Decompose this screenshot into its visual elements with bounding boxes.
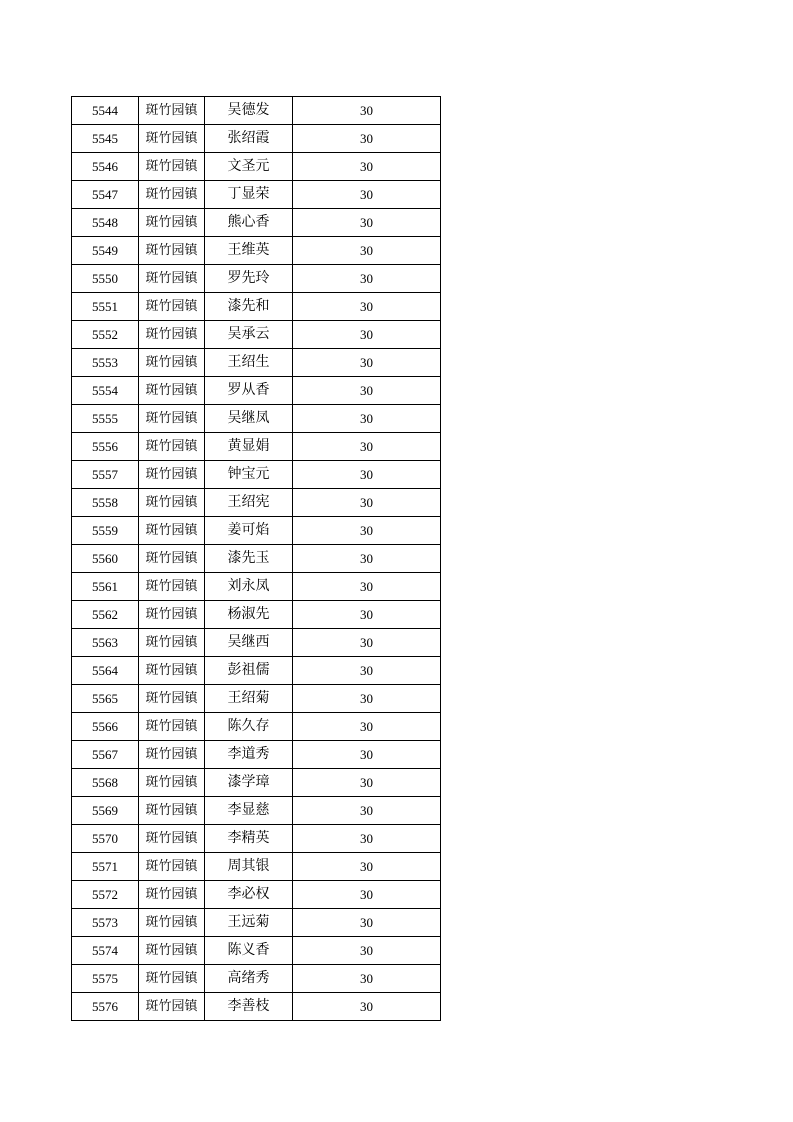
town-cell: 斑竹园镇 (139, 517, 205, 545)
table-row (72, 293, 441, 321)
table-row (72, 125, 441, 153)
table-body (72, 97, 441, 1021)
id-cell: 5563 (72, 629, 139, 657)
id-cell: 5556 (72, 433, 139, 461)
amount-cell: 30 (293, 405, 441, 433)
town-cell: 斑竹园镇 (139, 797, 205, 825)
id-cell: 5573 (72, 909, 139, 937)
name-cell: 罗先玲 (205, 265, 293, 293)
amount-cell: 30 (293, 321, 441, 349)
name-cell: 杨淑先 (205, 601, 293, 629)
id-cell: 5558 (72, 489, 139, 517)
town-cell: 斑竹园镇 (139, 881, 205, 909)
data-table (71, 96, 441, 1021)
table-row (72, 153, 441, 181)
name-cell: 漆先和 (205, 293, 293, 321)
id-cell: 5548 (72, 209, 139, 237)
table-row (72, 881, 441, 909)
amount-cell: 30 (293, 993, 441, 1021)
amount-cell: 30 (293, 125, 441, 153)
amount-cell: 30 (293, 489, 441, 517)
table-row (72, 769, 441, 797)
amount-cell: 30 (293, 293, 441, 321)
table-row (72, 853, 441, 881)
amount-cell: 30 (293, 209, 441, 237)
name-cell: 王远菊 (205, 909, 293, 937)
town-cell: 斑竹园镇 (139, 265, 205, 293)
name-cell: 王绍宪 (205, 489, 293, 517)
table-row (72, 181, 441, 209)
town-cell: 斑竹园镇 (139, 237, 205, 265)
table-row (72, 321, 441, 349)
id-cell: 5551 (72, 293, 139, 321)
name-cell: 丁显荣 (205, 181, 293, 209)
id-cell: 5574 (72, 937, 139, 965)
table-row (72, 965, 441, 993)
amount-cell: 30 (293, 881, 441, 909)
town-cell: 斑竹园镇 (139, 377, 205, 405)
id-cell: 5572 (72, 881, 139, 909)
name-cell: 彭祖儒 (205, 657, 293, 685)
id-cell: 5564 (72, 657, 139, 685)
name-cell: 周其银 (205, 853, 293, 881)
amount-cell: 30 (293, 657, 441, 685)
town-cell: 斑竹园镇 (139, 993, 205, 1021)
name-cell: 姜可焰 (205, 517, 293, 545)
table-row (72, 825, 441, 853)
amount-cell: 30 (293, 825, 441, 853)
id-cell: 5554 (72, 377, 139, 405)
id-cell: 5575 (72, 965, 139, 993)
town-cell: 斑竹园镇 (139, 321, 205, 349)
name-cell: 吴承云 (205, 321, 293, 349)
table-row (72, 489, 441, 517)
table-row (72, 629, 441, 657)
id-cell: 5549 (72, 237, 139, 265)
name-cell: 李显慈 (205, 797, 293, 825)
name-cell: 王维英 (205, 237, 293, 265)
amount-cell: 30 (293, 937, 441, 965)
name-cell: 陈久存 (205, 713, 293, 741)
amount-cell: 30 (293, 153, 441, 181)
town-cell: 斑竹园镇 (139, 965, 205, 993)
id-cell: 5557 (72, 461, 139, 489)
id-cell: 5550 (72, 265, 139, 293)
town-cell: 斑竹园镇 (139, 825, 205, 853)
name-cell: 钟宝元 (205, 461, 293, 489)
id-cell: 5560 (72, 545, 139, 573)
table-row (72, 741, 441, 769)
table-row (72, 601, 441, 629)
town-cell: 斑竹园镇 (139, 545, 205, 573)
id-cell: 5544 (72, 97, 139, 125)
table-row (72, 685, 441, 713)
id-cell: 5552 (72, 321, 139, 349)
id-cell: 5567 (72, 741, 139, 769)
id-cell: 5547 (72, 181, 139, 209)
name-cell: 刘永凤 (205, 573, 293, 601)
id-cell: 5565 (72, 685, 139, 713)
name-cell: 王绍菊 (205, 685, 293, 713)
table-row (72, 657, 441, 685)
name-cell: 熊心香 (205, 209, 293, 237)
town-cell: 斑竹园镇 (139, 97, 205, 125)
name-cell: 张绍霞 (205, 125, 293, 153)
id-cell: 5545 (72, 125, 139, 153)
id-cell: 5559 (72, 517, 139, 545)
town-cell: 斑竹园镇 (139, 853, 205, 881)
id-cell: 5576 (72, 993, 139, 1021)
amount-cell: 30 (293, 349, 441, 377)
id-cell: 5553 (72, 349, 139, 377)
town-cell: 斑竹园镇 (139, 405, 205, 433)
id-cell: 5569 (72, 797, 139, 825)
name-cell: 王绍生 (205, 349, 293, 377)
amount-cell: 30 (293, 965, 441, 993)
name-cell: 文圣元 (205, 153, 293, 181)
town-cell: 斑竹园镇 (139, 657, 205, 685)
table-row (72, 237, 441, 265)
id-cell: 5568 (72, 769, 139, 797)
table-row (72, 573, 441, 601)
name-cell: 罗从香 (205, 377, 293, 405)
amount-cell: 30 (293, 97, 441, 125)
town-cell: 斑竹园镇 (139, 153, 205, 181)
name-cell: 李精英 (205, 825, 293, 853)
table-row (72, 517, 441, 545)
name-cell: 李道秀 (205, 741, 293, 769)
name-cell: 黄显娟 (205, 433, 293, 461)
town-cell: 斑竹园镇 (139, 181, 205, 209)
amount-cell: 30 (293, 713, 441, 741)
town-cell: 斑竹园镇 (139, 601, 205, 629)
amount-cell: 30 (293, 461, 441, 489)
amount-cell: 30 (293, 377, 441, 405)
amount-cell: 30 (293, 769, 441, 797)
town-cell: 斑竹园镇 (139, 433, 205, 461)
town-cell: 斑竹园镇 (139, 209, 205, 237)
amount-cell: 30 (293, 433, 441, 461)
name-cell: 漆先玉 (205, 545, 293, 573)
town-cell: 斑竹园镇 (139, 713, 205, 741)
amount-cell: 30 (293, 181, 441, 209)
id-cell: 5555 (72, 405, 139, 433)
table-row (72, 993, 441, 1021)
town-cell: 斑竹园镇 (139, 293, 205, 321)
id-cell: 5571 (72, 853, 139, 881)
id-cell: 5562 (72, 601, 139, 629)
name-cell: 漆学璋 (205, 769, 293, 797)
table-row (72, 713, 441, 741)
name-cell: 陈义香 (205, 937, 293, 965)
table-row (72, 209, 441, 237)
amount-cell: 30 (293, 797, 441, 825)
town-cell: 斑竹园镇 (139, 349, 205, 377)
amount-cell: 30 (293, 741, 441, 769)
town-cell: 斑竹园镇 (139, 741, 205, 769)
town-cell: 斑竹园镇 (139, 629, 205, 657)
town-cell: 斑竹园镇 (139, 489, 205, 517)
town-cell: 斑竹园镇 (139, 769, 205, 797)
table-row (72, 97, 441, 125)
amount-cell: 30 (293, 685, 441, 713)
town-cell: 斑竹园镇 (139, 937, 205, 965)
town-cell: 斑竹园镇 (139, 573, 205, 601)
id-cell: 5570 (72, 825, 139, 853)
amount-cell: 30 (293, 517, 441, 545)
table-row (72, 937, 441, 965)
table-row (72, 461, 441, 489)
name-cell: 吴继西 (205, 629, 293, 657)
table-row (72, 377, 441, 405)
name-cell: 李善枝 (205, 993, 293, 1021)
id-cell: 5561 (72, 573, 139, 601)
id-cell: 5546 (72, 153, 139, 181)
table-row (72, 545, 441, 573)
table-row (72, 265, 441, 293)
town-cell: 斑竹园镇 (139, 909, 205, 937)
amount-cell: 30 (293, 853, 441, 881)
name-cell: 李必权 (205, 881, 293, 909)
amount-cell: 30 (293, 601, 441, 629)
amount-cell: 30 (293, 265, 441, 293)
town-cell: 斑竹园镇 (139, 461, 205, 489)
town-cell: 斑竹园镇 (139, 685, 205, 713)
table-row (72, 909, 441, 937)
table-row (72, 405, 441, 433)
table-row (72, 797, 441, 825)
amount-cell: 30 (293, 629, 441, 657)
amount-cell: 30 (293, 909, 441, 937)
table-row (72, 349, 441, 377)
amount-cell: 30 (293, 237, 441, 265)
amount-cell: 30 (293, 545, 441, 573)
amount-cell: 30 (293, 573, 441, 601)
town-cell: 斑竹园镇 (139, 125, 205, 153)
name-cell: 吴继凤 (205, 405, 293, 433)
name-cell: 吴德发 (205, 97, 293, 125)
name-cell: 高绪秀 (205, 965, 293, 993)
id-cell: 5566 (72, 713, 139, 741)
table-row (72, 433, 441, 461)
